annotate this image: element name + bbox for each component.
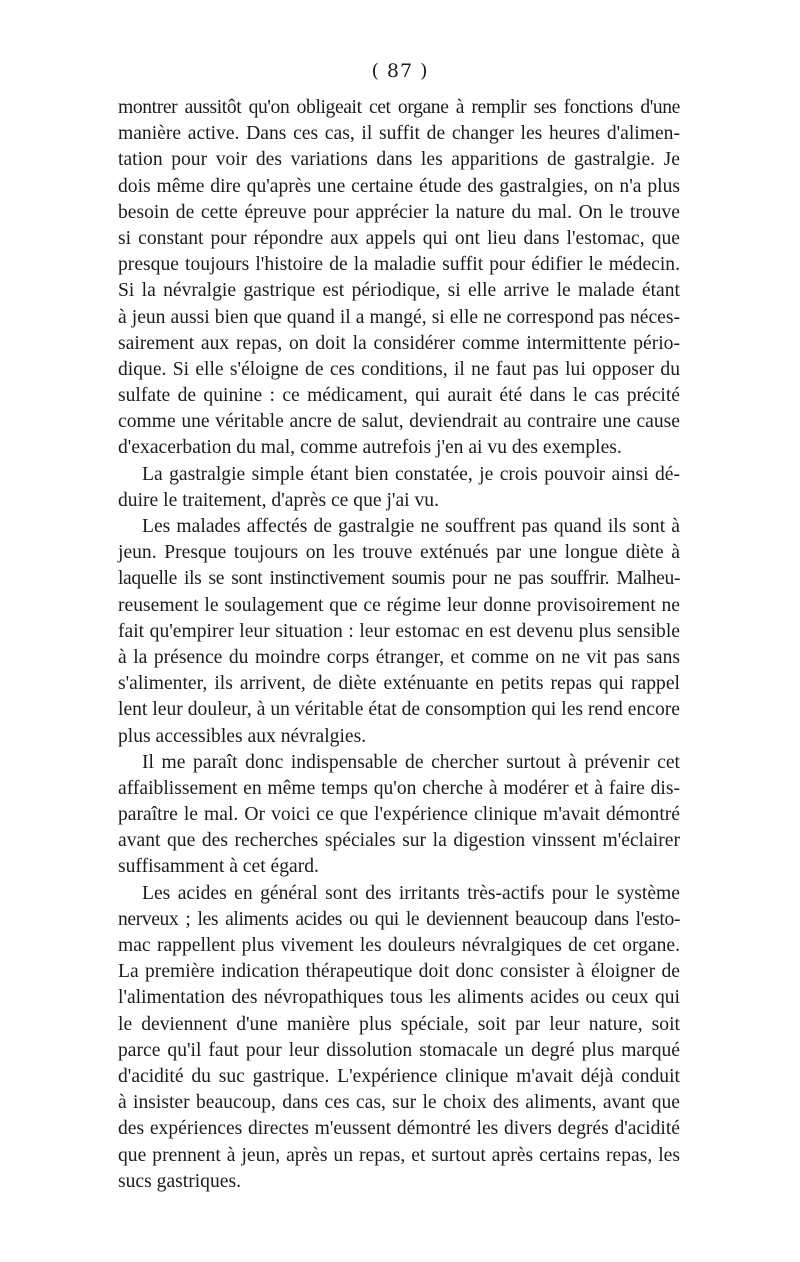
text-line: parce qu'il faut pour leur dissolution stomacale un degré plus marqué: [118, 1039, 680, 1061]
text-line: paraître le mal. Or voici ce que l'expérience clinique m'avait démontré: [118, 804, 680, 826]
text-line: lent leur douleur, à un véritable état de consomption qui les rend encore: [118, 699, 680, 721]
text-line: d'acidité du suc gastrique. L'expérience clinique m'avait déjà conduit: [118, 1065, 680, 1087]
text-line: avant que des recherches spéciales sur la digestion vinssent m'éclairer: [118, 830, 680, 852]
paragraph: [118, 750, 680, 881]
text-line: d'exacerbation du mal, comme autrefois j'en ai vu des exemples.: [118, 437, 622, 459]
text-line: suffisamment à cet égard.: [118, 856, 319, 878]
text-line: nerveux ; les aliments acides ou qui le deviennent beaucoup dans l'esto-: [118, 908, 680, 930]
text-line: dique. Si elle s'éloigne de ces conditions, il ne faut pas lui opposer du: [118, 358, 680, 380]
paragraph: [118, 881, 680, 1195]
text-line: à jeun aussi bien que quand il a mangé, si elle ne correspond pas néces-: [118, 306, 680, 328]
text-line: sucs gastriques.: [118, 1170, 241, 1192]
text-line: manière active. Dans ces cas, il suffit de changer les heures d'alimen-: [118, 123, 680, 145]
text-line: tation pour voir des variations dans les apparitions de gastralgie. Je: [118, 149, 680, 171]
body-text: [118, 95, 680, 1195]
text-line: Les acides en général sont des irritants très-actifs pour le système: [142, 882, 680, 904]
text-line: Il me paraît donc indispensable de chercher surtout à prévenir cet: [142, 751, 680, 773]
text-line: Les malades affectés de gastralgie ne souffrent pas quand ils sont à: [142, 516, 680, 537]
text-line: duire le traitement, d'après ce que j'ai vu.: [118, 489, 439, 511]
page-number: ( 87 ): [371, 60, 429, 82]
paragraph: [118, 514, 680, 750]
text-line: s'alimenter, ils arrivent, de diète exténuante en petits repas qui rappel: [118, 673, 680, 695]
text-line: montrer aussitôt qu'on obligeait cet organe à remplir ses fonctions d'une: [118, 97, 680, 118]
text-line: reusement le soulagement que ce régime leur donne provisoirement ne: [118, 594, 680, 616]
text-line: comme une véritable ancre de salut, deviendrait au contraire une cause: [118, 411, 680, 433]
text-line: le deviennent d'une manière plus spéciale, soit par leur nature, soit: [118, 1013, 680, 1035]
text-line: sairement aux repas, on doit la considérer comme intermittente pério-: [118, 332, 680, 354]
text-line: dois même dire qu'après une certaine étude des gastralgies, on n'a plus: [118, 175, 680, 197]
text-line: presque toujours l'histoire de la maladie suffit pour édifier le médecin.: [118, 254, 680, 276]
text-line: que prennent à jeun, après un repas, et surtout après certains repas, les: [118, 1144, 680, 1166]
text-line: à insister beaucoup, dans ces cas, sur le choix des aliments, avant que: [118, 1092, 680, 1114]
text-line: des expériences directes m'eussent démontré les divers degrés d'acidité: [118, 1118, 680, 1140]
text-line: l'alimentation des névropathiques tous les aliments acides ou ceux qui: [118, 987, 680, 1009]
text-line: mac rappellent plus vivement les douleurs névralgiques de cet organe.: [118, 935, 680, 956]
text-line: sulfate de quinine : ce médicament, qui aurait été dans le cas précité: [118, 385, 680, 407]
text-line: besoin de cette épreuve pour apprécier la nature du mal. On le trouve: [118, 201, 680, 223]
text-line: affaiblissement en même temps qu'on cherche à modérer et à faire dis-: [118, 777, 680, 799]
text-line: jeun. Presque toujours on les trouve exténués par une longue diète à: [118, 542, 680, 564]
text-line: La gastralgie simple étant bien constatée, je crois pouvoir ainsi dé-: [142, 463, 680, 485]
text-line: Si la névralgie gastrique est périodique, si elle arrive le malade étant: [118, 280, 680, 302]
text-line: si constant pour répondre aux appels qui ont lieu dans l'estomac, que: [118, 227, 680, 249]
text-line: fait qu'empirer leur situation : leur estomac en est devenu plus sensible: [118, 620, 680, 642]
paragraph: [118, 95, 680, 462]
text-line: laquelle ils se sont instinctivement soumis pour ne pas souffrir. Malheu-: [118, 568, 680, 590]
text-line: à la présence du moindre corps étranger, et comme on ne vit pas sans: [118, 646, 680, 668]
text-line: plus accessibles aux névralgies.: [118, 725, 367, 747]
text-line: La première indication thérapeutique doit donc consister à éloigner de: [118, 961, 680, 983]
paragraph: [118, 462, 680, 514]
